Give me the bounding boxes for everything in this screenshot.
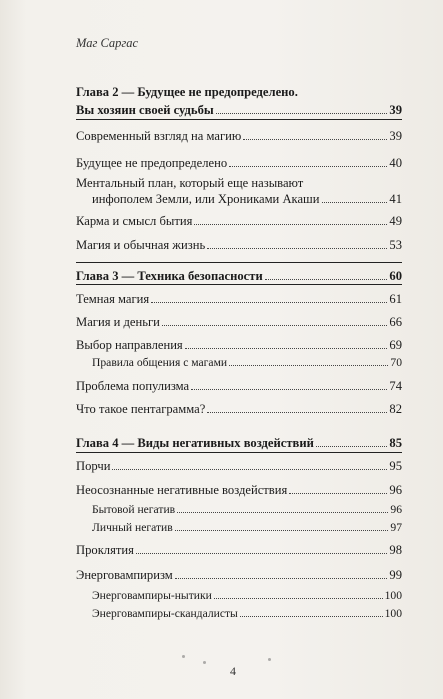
toc-item [76,568,402,582]
scan-speck [182,655,185,658]
page-number: 98 [389,543,402,557]
toc-item [76,379,402,393]
toc-item-title: Что такое пентаграмма? [76,402,206,416]
toc-item-title: Неосознанные негативные воздействия [76,483,288,497]
page-number: 70 [390,356,402,369]
toc-item [76,483,402,497]
leader-dots [229,365,388,366]
page-number: 96 [389,483,402,497]
leader-dots [175,530,389,531]
toc-item-title: Энерговампиры-скандалисты [92,607,238,620]
chapter-2-title-line1 [76,85,402,99]
toc-item-title: инфополем Земли, или Хрониками Акаши [92,192,320,206]
leader-dots [289,493,387,494]
page-number: 66 [389,315,402,329]
chapter-title-text: Глава 2 — Будущее не предопределено. [76,85,298,99]
leader-dots [216,113,388,114]
page-number: 60 [389,269,402,283]
leader-dots [112,469,387,470]
leader-dots [162,325,387,326]
chapter-rule [76,452,402,453]
page-number: 39 [389,129,402,143]
toc-item-title: Современный взгляд на магию [76,129,242,143]
toc-item-line1 [76,176,402,190]
toc-subitem [92,589,402,603]
leader-dots [322,202,388,203]
page-number: 95 [389,459,402,473]
toc-item-title: Магия и обычная жизнь [76,238,206,252]
leader-dots [136,553,387,554]
toc-item-title: Проблема популизма [76,379,190,393]
toc-item-title: Бытовой негатив [92,503,176,516]
scan-speck [268,658,271,661]
page-number: 82 [389,402,402,416]
toc-item [76,315,402,329]
toc-item-title: Магия и деньги [76,315,160,329]
chapter-4-title [76,436,402,450]
page-number: 74 [389,379,402,393]
toc-item-title: Темная магия [76,292,150,306]
page-number: 69 [389,338,402,352]
toc-item [76,238,402,252]
leader-dots [177,512,388,513]
page-number: 99 [389,568,402,582]
leader-dots [207,248,387,249]
chapter-title-text: Глава 4 — Виды негативных воздействий [76,436,314,450]
toc-subitem [92,356,402,370]
toc-item-title: Проклятия [76,543,134,557]
leader-dots [151,302,387,303]
chapter-rule [76,119,402,120]
toc-item [76,214,402,228]
scan-speck [203,661,206,664]
page-number: 39 [389,103,402,117]
toc-item [76,129,402,143]
leader-dots [185,348,388,349]
toc-item-title: Порчи [76,459,111,473]
leader-dots [194,224,387,225]
leader-dots [316,446,388,447]
toc-subitem [92,503,402,517]
toc-item-title: Энерговампиры-нытики [92,589,212,602]
page-number: 85 [389,436,402,450]
toc-item-title: Личный негатив [92,521,173,534]
toc-item-title: Ментальный план, который еще называют [76,176,304,190]
leader-dots [207,412,387,413]
chapter-3-title [76,269,402,283]
toc-item-title: Правила общения с магами [92,356,228,369]
page-number: 97 [390,521,402,534]
toc-item [76,292,402,306]
toc-item-title: Выбор направления [76,338,183,352]
toc-item-line2 [92,192,402,206]
toc-subitem [92,607,402,621]
leader-dots [240,616,383,617]
leader-dots [265,279,388,280]
toc-subitem [92,521,402,535]
toc-item-title: Энерговампиризм [76,568,173,582]
page-number: 61 [389,292,402,306]
toc-item [76,459,402,473]
toc-item-title: Будущее не предопределено [76,156,228,170]
leader-dots [214,598,383,599]
page-number: 40 [389,156,402,170]
toc-item-title: Карма и смысл бытия [76,214,193,228]
leader-dots [229,166,387,167]
page-number: 53 [389,238,402,252]
toc-item [76,156,402,170]
leader-dots [243,139,387,140]
toc-item [76,402,402,416]
chapter-title-text: Глава 3 — Техника безопасности [76,269,263,283]
page-number: 100 [384,589,402,602]
leader-dots [175,578,388,579]
running-head: Маг Саргас [76,36,139,50]
chapter-rule [76,262,402,263]
page-number: 41 [389,192,402,206]
page-number: 49 [389,214,402,228]
chapter-rule [76,284,402,285]
leader-dots [191,389,387,390]
toc-item [76,543,402,557]
chapter-title-text: Вы хозяин своей судьбы [76,103,214,117]
toc-item [76,338,402,352]
page-folio: 4 [230,664,236,678]
chapter-2-title-line2 [76,103,402,117]
page-number: 96 [390,503,402,516]
page-number: 100 [384,607,402,620]
